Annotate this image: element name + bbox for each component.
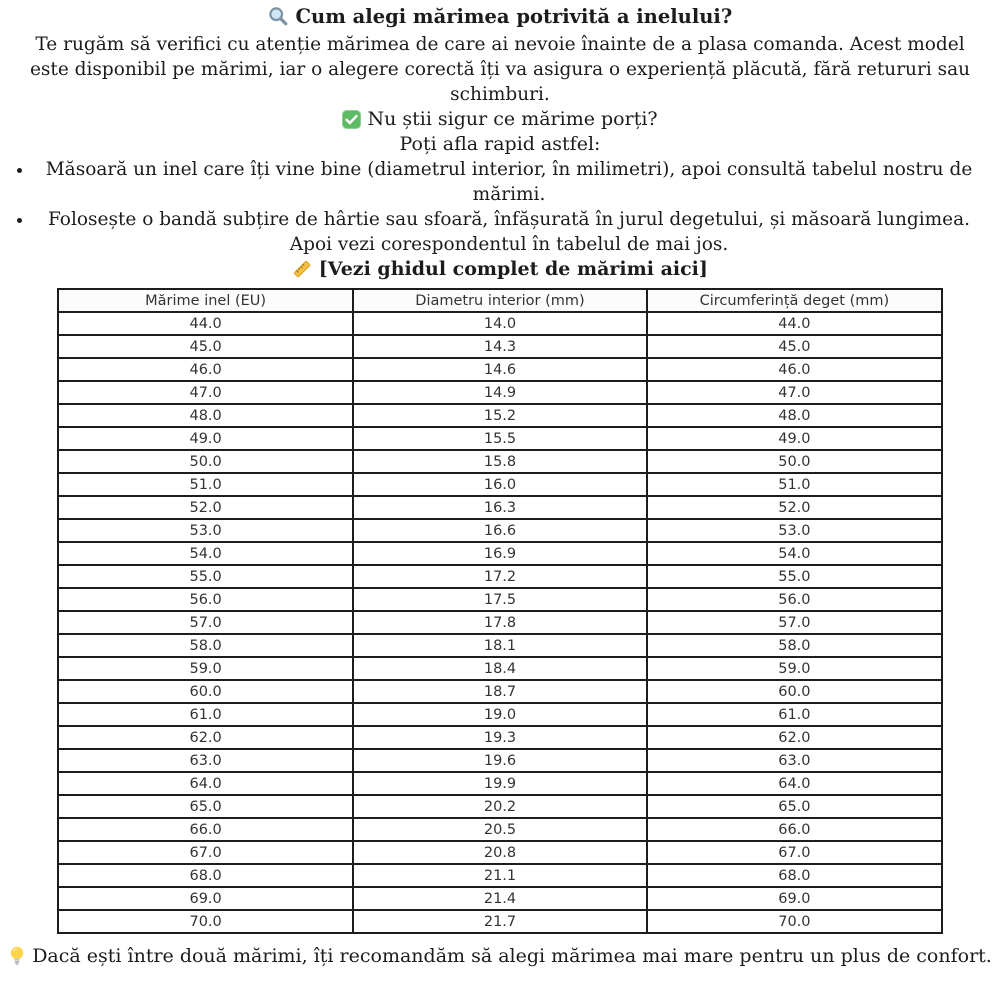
table-row xyxy=(58,864,942,887)
subtitle: Poți afla rapid astfel: xyxy=(399,133,601,155)
ring-size-table xyxy=(57,288,943,934)
table-cell: 44.0 xyxy=(58,312,353,335)
table-cell: 14.9 xyxy=(353,381,647,404)
footer-tip-text: Dacă ești între două mărimi, îți recomandăm să alegi mărimea mai mare pentru un plus de confort. xyxy=(32,945,992,967)
table-row xyxy=(58,404,942,427)
check-icon xyxy=(342,110,361,129)
size-question-text: Nu știi sigur ce mărime porți? xyxy=(367,108,658,130)
table-cell: 61.0 xyxy=(647,703,942,726)
ruler-icon xyxy=(292,259,312,279)
table-cell: 46.0 xyxy=(647,358,942,381)
table-cell: 17.2 xyxy=(353,565,647,588)
table-cell: 20.5 xyxy=(353,818,647,841)
table-row xyxy=(58,634,942,657)
table-cell: 21.4 xyxy=(353,887,647,910)
table-cell: 64.0 xyxy=(58,772,353,795)
table-cell: 16.6 xyxy=(353,519,647,542)
table-cell: 19.0 xyxy=(353,703,647,726)
table-cell: 58.0 xyxy=(58,634,353,657)
table-cell: 54.0 xyxy=(647,542,942,565)
table-row xyxy=(58,703,942,726)
table-cell: 64.0 xyxy=(647,772,942,795)
table-cell: 20.8 xyxy=(353,841,647,864)
table-row xyxy=(58,588,942,611)
table-cell: 46.0 xyxy=(58,358,353,381)
list-item: • Folosește o bandă subțire de hârtie sau sfoară, înfășurată în jurul degetului, și măsoară lungimea. Apoi vezi corespondentul în tabelul de mai jos. xyxy=(34,207,984,257)
size-guide-link[interactable]: [Vezi ghidul complet de mărimi aici] xyxy=(318,258,708,280)
table-row xyxy=(58,542,942,565)
list-item: • Măsoară un inel care îți vine bine (diametrul interior, în milimetri), apoi consultă tabelul nostru de mărimi. xyxy=(34,157,984,207)
table-cell: 52.0 xyxy=(647,496,942,519)
table-cell: 62.0 xyxy=(647,726,942,749)
table-cell: 67.0 xyxy=(647,841,942,864)
table-cell: 51.0 xyxy=(58,473,353,496)
table-cell: 18.1 xyxy=(353,634,647,657)
column-header-diameter: Diametru interior (mm) xyxy=(353,289,647,312)
table-cell: 49.0 xyxy=(58,427,353,450)
table-cell: 16.0 xyxy=(353,473,647,496)
table-row xyxy=(58,726,942,749)
table-cell: 57.0 xyxy=(647,611,942,634)
table-cell: 63.0 xyxy=(647,749,942,772)
table-cell: 56.0 xyxy=(58,588,353,611)
table-cell: 18.4 xyxy=(353,657,647,680)
table-row xyxy=(58,312,942,335)
intro-paragraph: Te rugăm să verifici cu atenție mărimea de care ai nevoie înainte de a plasa comanda. Acest model este disponibil pe mărimi, iar o alegere corectă îți va asigura o experiență plăcută, fără retururi sau schimburi. xyxy=(29,34,971,105)
table-cell: 56.0 xyxy=(647,588,942,611)
ring-size-table-head xyxy=(58,289,942,312)
column-header-circumference: Circumferință deget (mm) xyxy=(647,289,942,312)
table-cell: 58.0 xyxy=(647,634,942,657)
table-cell: 68.0 xyxy=(647,864,942,887)
size-table-body xyxy=(58,312,942,933)
table-cell: 50.0 xyxy=(58,450,353,473)
table-cell: 15.5 xyxy=(353,427,647,450)
table-row xyxy=(58,772,942,795)
table-cell: 69.0 xyxy=(647,887,942,910)
table-row xyxy=(58,611,942,634)
table-cell: 45.0 xyxy=(58,335,353,358)
table-cell: 59.0 xyxy=(58,657,353,680)
table-cell: 21.7 xyxy=(353,910,647,933)
table-cell: 18.7 xyxy=(353,680,647,703)
table-cell: 17.8 xyxy=(353,611,647,634)
table-row xyxy=(58,496,942,519)
table-row xyxy=(58,657,942,680)
table-row xyxy=(58,381,942,404)
page-title xyxy=(0,4,1000,29)
table-row xyxy=(58,680,942,703)
table-cell: 53.0 xyxy=(58,519,353,542)
table-cell: 51.0 xyxy=(647,473,942,496)
table-cell: 55.0 xyxy=(58,565,353,588)
table-cell: 19.9 xyxy=(353,772,647,795)
table-row xyxy=(58,335,942,358)
table-cell: 60.0 xyxy=(647,680,942,703)
table-cell: 14.3 xyxy=(353,335,647,358)
page-title-text: Cum alegi mărimea potrivită a inelului? xyxy=(295,5,733,28)
table-cell: 19.3 xyxy=(353,726,647,749)
table-cell: 15.8 xyxy=(353,450,647,473)
bulb-icon xyxy=(8,945,26,966)
size-guide-link-line xyxy=(0,257,1000,282)
table-row xyxy=(58,565,942,588)
table-row xyxy=(58,910,942,933)
table-cell: 45.0 xyxy=(647,335,942,358)
table-cell: 15.2 xyxy=(353,404,647,427)
table-row xyxy=(58,358,942,381)
table-cell: 60.0 xyxy=(58,680,353,703)
table-cell: 67.0 xyxy=(58,841,353,864)
table-cell: 21.1 xyxy=(353,864,647,887)
table-header-row xyxy=(58,289,942,312)
table-cell: 61.0 xyxy=(58,703,353,726)
table-cell: 47.0 xyxy=(647,381,942,404)
table-cell: 66.0 xyxy=(58,818,353,841)
table-cell: 62.0 xyxy=(58,726,353,749)
table-cell: 50.0 xyxy=(647,450,942,473)
table-cell: 65.0 xyxy=(58,795,353,818)
column-header-size-eu: Mărime inel (EU) xyxy=(58,289,353,312)
table-cell: 14.6 xyxy=(353,358,647,381)
table-cell: 16.9 xyxy=(353,542,647,565)
table-cell: 69.0 xyxy=(58,887,353,910)
table-row xyxy=(58,795,942,818)
table-cell: 59.0 xyxy=(647,657,942,680)
table-cell: 53.0 xyxy=(647,519,942,542)
table-row xyxy=(58,887,942,910)
table-row xyxy=(58,818,942,841)
size-question-line xyxy=(0,107,1000,132)
table-cell: 47.0 xyxy=(58,381,353,404)
table-cell: 44.0 xyxy=(647,312,942,335)
table-cell: 55.0 xyxy=(647,565,942,588)
table-row xyxy=(58,450,942,473)
table-row xyxy=(58,519,942,542)
table-cell: 52.0 xyxy=(58,496,353,519)
table-cell: 54.0 xyxy=(58,542,353,565)
table-row xyxy=(58,473,942,496)
table-cell: 49.0 xyxy=(647,427,942,450)
table-cell: 48.0 xyxy=(647,404,942,427)
table-cell: 14.0 xyxy=(353,312,647,335)
table-cell: 68.0 xyxy=(58,864,353,887)
table-cell: 70.0 xyxy=(647,910,942,933)
table-cell: 66.0 xyxy=(647,818,942,841)
table-cell: 48.0 xyxy=(58,404,353,427)
measure-steps-list xyxy=(0,157,1000,257)
table-cell: 63.0 xyxy=(58,749,353,772)
table-cell: 19.6 xyxy=(353,749,647,772)
table-cell: 20.2 xyxy=(353,795,647,818)
table-row xyxy=(58,427,942,450)
table-cell: 65.0 xyxy=(647,795,942,818)
footer-tip xyxy=(8,944,993,969)
table-row xyxy=(58,841,942,864)
table-cell: 70.0 xyxy=(58,910,353,933)
table-row xyxy=(58,749,942,772)
magnifier-icon xyxy=(268,6,289,27)
table-cell: 16.3 xyxy=(353,496,647,519)
table-cell: 17.5 xyxy=(353,588,647,611)
table-cell: 57.0 xyxy=(58,611,353,634)
